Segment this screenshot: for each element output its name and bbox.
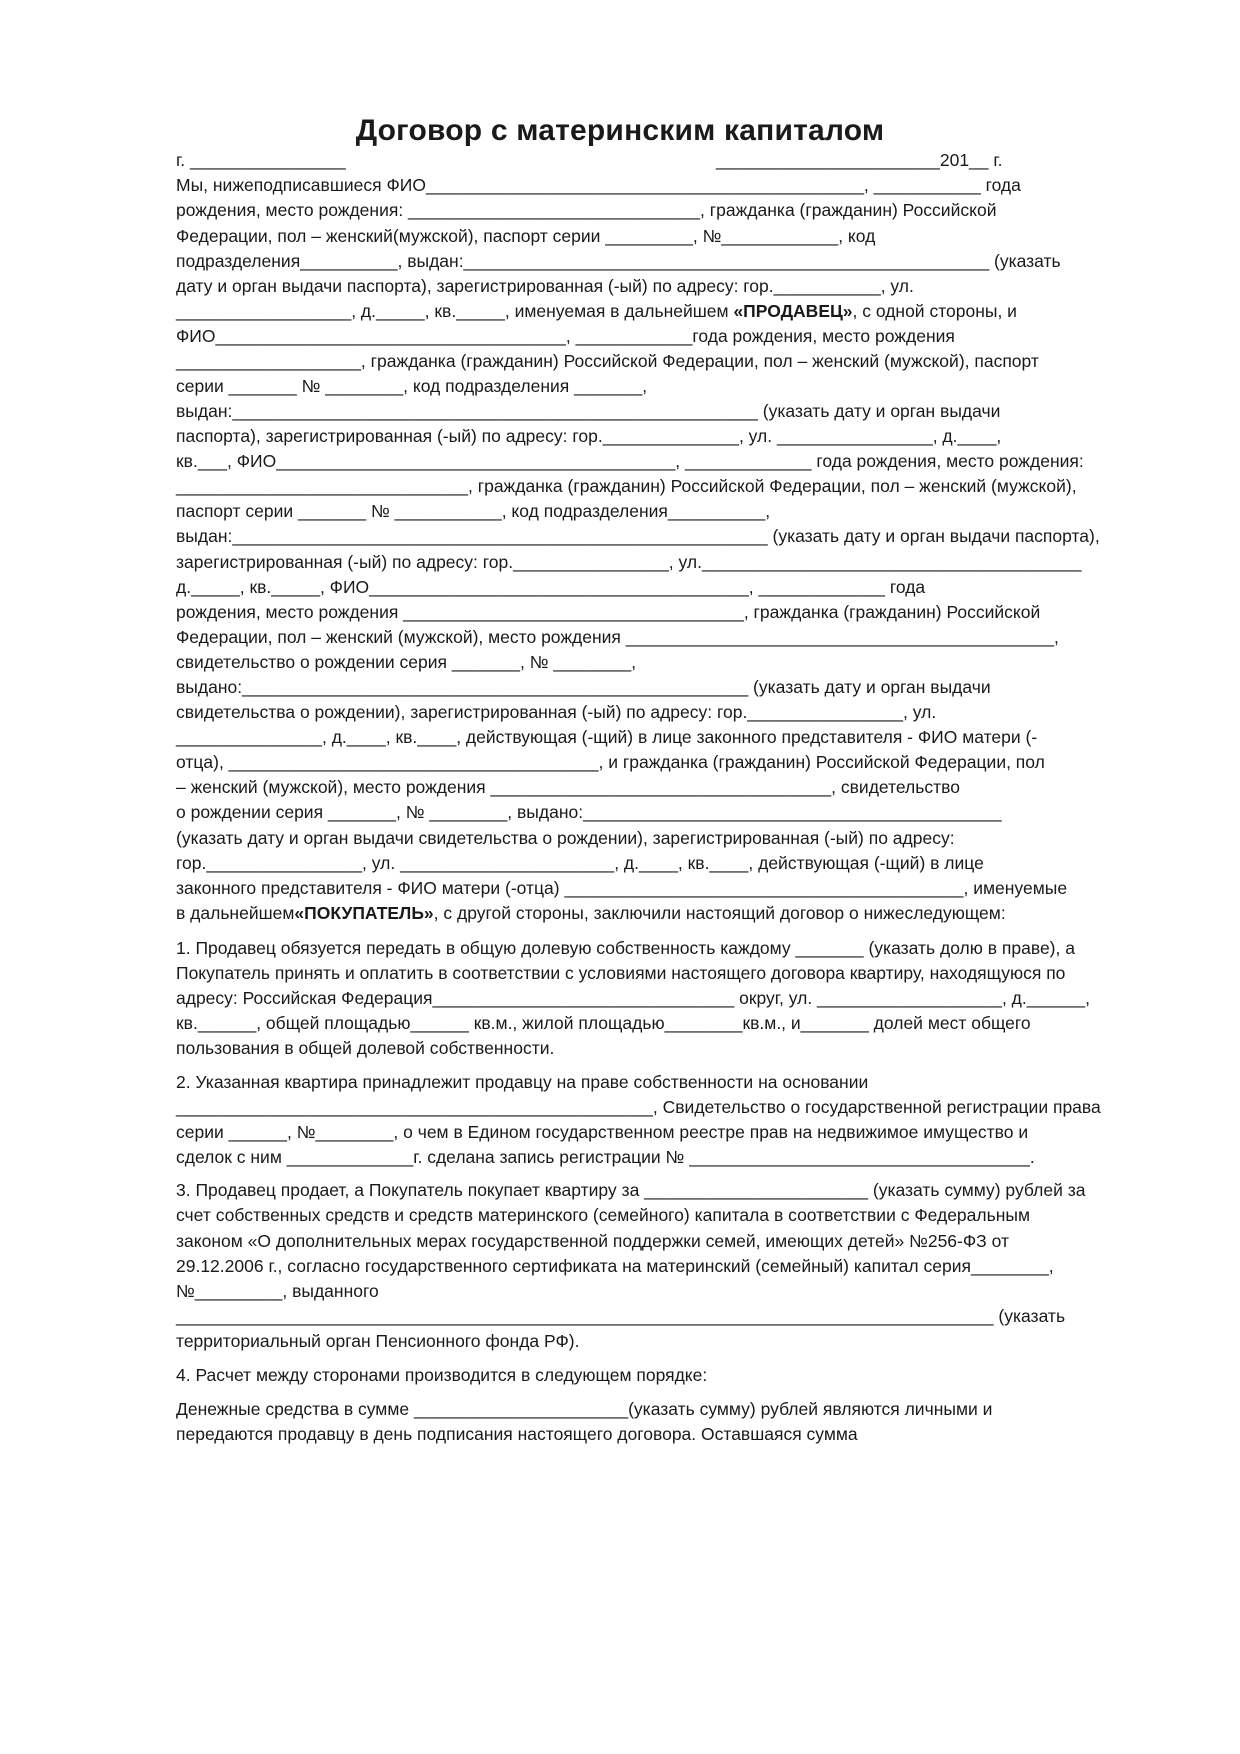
party-label: «ПРОДАВЕЦ»	[733, 301, 853, 321]
text-line: зарегистрированная (-ый) по адресу: гор.________________, ул._______________________________________	[176, 552, 1082, 572]
clause-3-line: 29.12.2006 г., согласно государственного сертификата на материнский (семейный) капитал серия________,	[176, 1256, 1054, 1276]
text-line: ФИО____________________________________, ____________года рождения, место рождения	[176, 326, 955, 346]
text-line: дату и орган выдачи паспорта), зарегистрированная (-ый) по адресу: гор.___________, ул.	[176, 276, 914, 296]
text-line: о рождении серия _______, № ________, выдано:___________________________________________	[176, 802, 1002, 822]
clause-3-line: №_________, выданного	[176, 1281, 379, 1301]
text-line: – женский (мужской), место рождения ___________________________________, свидетельство	[176, 777, 960, 797]
clause-2-line: серии ______, №________, о чем в Едином государственном реестре прав на недвижимое имущество и	[176, 1122, 1029, 1142]
text-line: выдан:______________________________________________________ (указать дату и орган выдачи	[176, 401, 1001, 421]
date-field: _______________________201__ г.	[716, 150, 1003, 170]
text-line: ______________________________, гражданка (гражданин) Российской Федерации, пол – женский (мужской),	[176, 476, 1077, 496]
text-line: (указать дату и орган выдачи свидетельства о рождении), зарегистрированная (-ый) по адресу:	[176, 828, 955, 848]
text-line: кв.___, ФИО_________________________________________, _____________ года рождения, место рождения:	[176, 451, 1084, 471]
clause-3-line: ____________________________________________________________________________________ (указать	[176, 1306, 1066, 1326]
clause-2-line: _________________________________________________, Свидетельство о государственной регистрации права	[176, 1097, 1101, 1117]
city-field: г. ________________	[176, 150, 346, 170]
text-line: Мы, нижеподписавшиеся ФИО_____________________________________________, ___________ года	[176, 175, 1021, 195]
text-line: в дальнейшем«ПОКУПАТЕЛЬ», с другой стороны, заключили настоящий договор о нижеследующем:	[176, 903, 1006, 923]
text-line: ___________________, гражданка (гражданин) Российской Федерации, пол – женский (мужской), паспорт	[176, 351, 1039, 371]
text-line: гор.________________, ул. ______________________, д.____, кв.____, действующая (-щий) в лице	[176, 853, 984, 873]
text-line: Федерации, пол – женский(мужской), паспорт серии _________, №____________, код	[176, 226, 876, 246]
text-line: рождения, место рождения: ______________________________, гражданка (гражданин) Российской	[176, 200, 997, 220]
header-line	[176, 146, 1156, 174]
clause-1-line: адресу: Российская Федерация_______________________________ округ, ул. ___________________, д.______,	[176, 988, 1091, 1008]
party-label: «ПОКУПАТЕЛЬ»	[294, 903, 434, 923]
text-line: рождения, место рождения ___________________________________, гражданка (гражданин) Российской	[176, 602, 1041, 622]
clause-4-line: Денежные средства в сумме ______________________(указать сумму) рублей являются личными и	[176, 1399, 993, 1419]
document-title: Договор с материнским капиталом	[355, 114, 885, 147]
text-line: Федерации, пол – женский (мужской), место рождения ____________________________________________,	[176, 627, 1059, 647]
clause-4-heading: 4. Расчет между сторонами производится в следующем порядке:	[176, 1365, 708, 1385]
text-line: _______________, д.____, кв.____, действующая (-щий) в лице законного представителя - ФИО матери (-	[176, 727, 1038, 747]
text-line: подразделения__________, выдан:______________________________________________________ (указать	[176, 251, 1061, 271]
text-line: выдано:____________________________________________________ (указать дату и орган выдачи	[176, 677, 991, 697]
clause-1-line: Покупатель принять и оплатить в соответствии с условиями настоящего договора квартиру, находящуюся по	[176, 963, 1066, 983]
clause-1-line: кв.______, общей площадью______ кв.м., жилой площадью________кв.м., и_______ долей мест общего	[176, 1013, 1031, 1033]
text-line: паспорт серии _______ № ___________, код подразделения__________,	[176, 501, 771, 521]
text-line: отца), ______________________________________, и гражданка (гражданин) Российской Федерации, пол	[176, 752, 1045, 772]
clause-3-line: законом «О дополнительных мерах государственной поддержки семей, имеющих детей» №256-ФЗ от	[176, 1231, 1009, 1251]
clause-3-line: территориальный орган Пенсионного фонда РФ).	[176, 1331, 580, 1351]
clause-2-line: 2. Указанная квартира принадлежит продавцу на праве собственности на основании	[176, 1072, 869, 1092]
clause-3-line: 3. Продавец продает, а Покупатель покупает квартиру за _______________________ (указать сумму) рублей за	[176, 1180, 1086, 1200]
clause-3-line: счет собственных средств и средств материнского (семейного) капитала в соответствии с Федеральным	[176, 1205, 1030, 1225]
clause-1-line: пользования в общей долевой собственности.	[176, 1038, 555, 1058]
text-line: __________________, д._____, кв._____, именуемая в дальнейшем «ПРОДАВЕЦ», с одной стороны, и	[176, 301, 1017, 321]
text-line: свидетельства о рождении), зарегистрированная (-ый) по адресу: гор.________________, ул.	[176, 702, 937, 722]
clause-4-line: передаются продавцу в день подписания настоящего договора. Оставшаяся сумма	[176, 1424, 858, 1444]
text-line: д._____, кв._____, ФИО_______________________________________, _____________ года	[176, 577, 926, 597]
text-line: законного представителя - ФИО матери (-отца) _________________________________________, именуемые	[176, 878, 1068, 898]
clause-2-line: сделок с ним _____________г. сделана запись регистрации № ___________________________________.	[176, 1147, 1035, 1167]
clause-1-line: 1. Продавец обязуется передать в общую долевую собственность каждому _______ (указать долю в праве), а	[176, 938, 1075, 958]
text-line: выдан:_______________________________________________________ (указать дату и орган выдачи паспорта),	[176, 526, 1100, 546]
text-line: паспорта), зарегистрированная (-ый) по адресу: гор.______________, ул. ________________, д.____,	[176, 426, 1002, 446]
text-line: свидетельство о рождении серия _______, № ________,	[176, 652, 637, 672]
text-line: серии _______ № ________, код подразделения _______,	[176, 376, 648, 396]
